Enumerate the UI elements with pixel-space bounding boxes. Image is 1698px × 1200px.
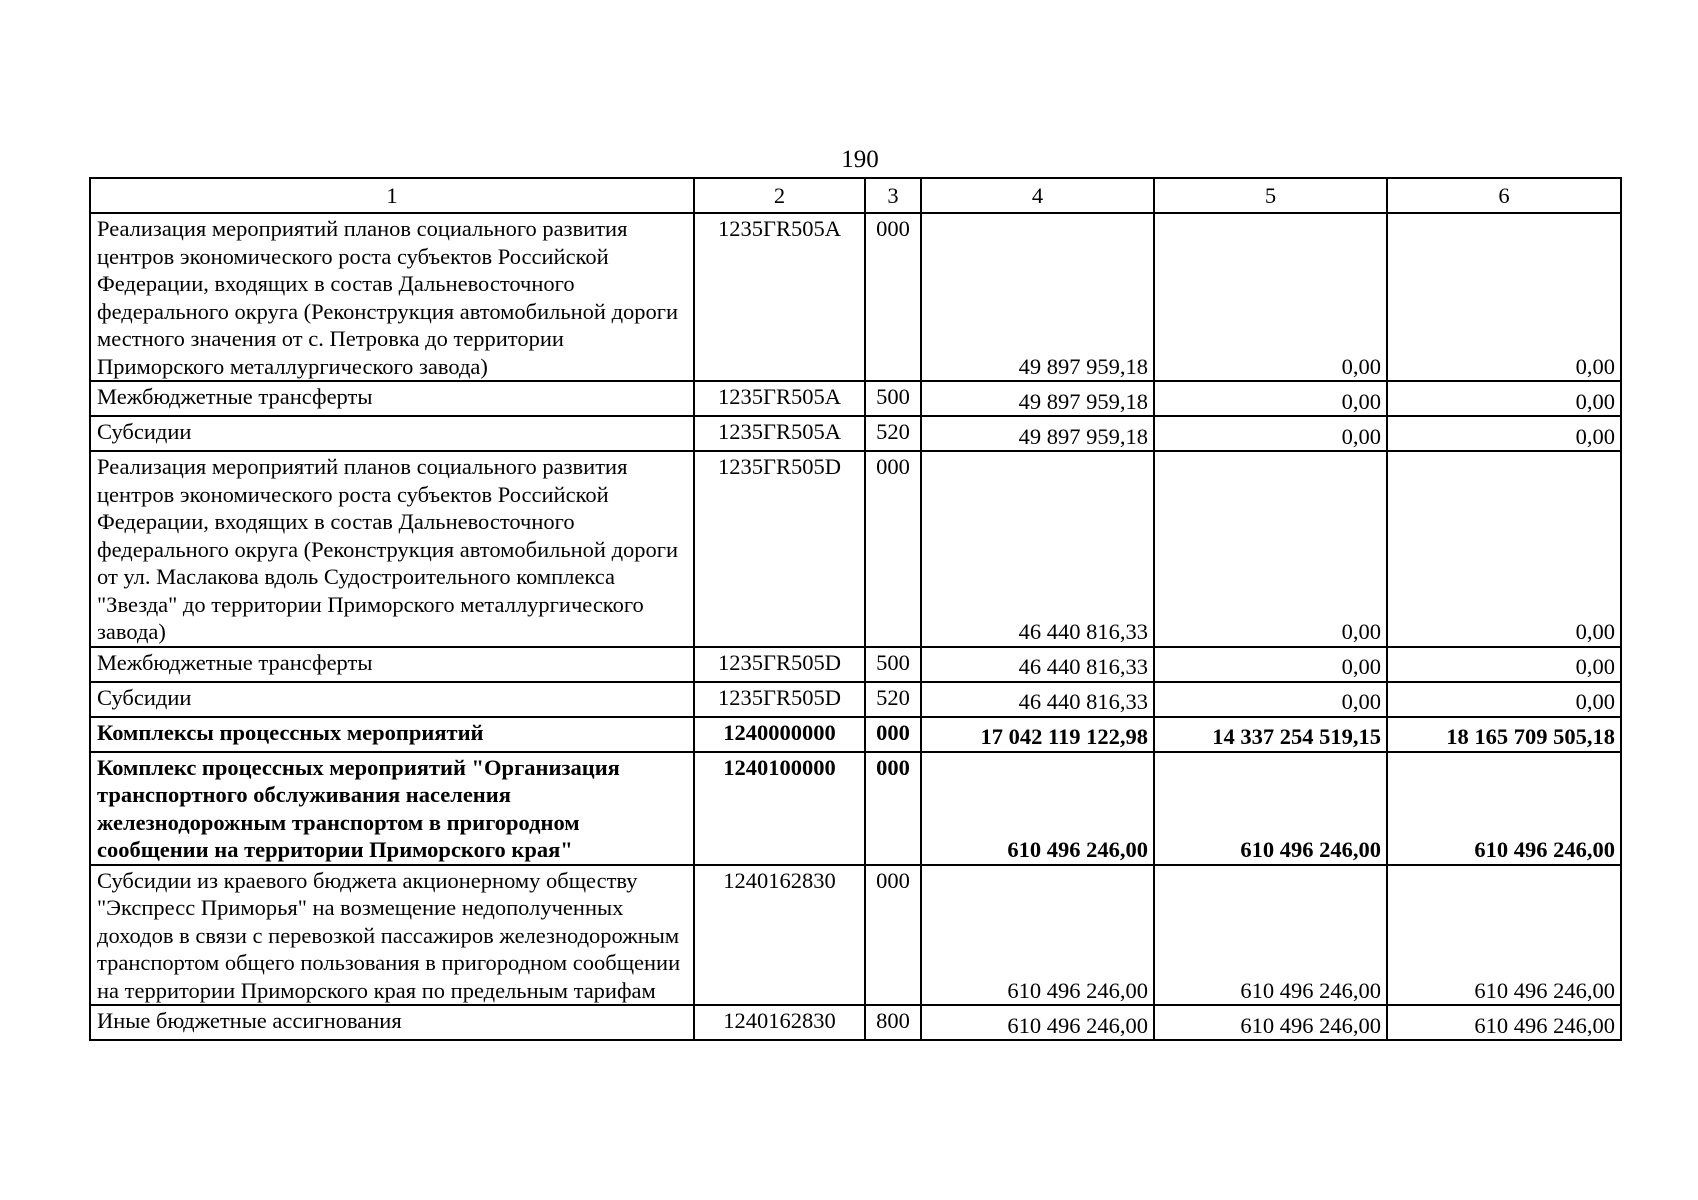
row-expense-type: 000 — [865, 717, 921, 752]
row-amount-col6: 610 496 246,00 — [1387, 1005, 1621, 1040]
row-expense-type: 520 — [865, 682, 921, 717]
row-amount-col6: 0,00 — [1387, 213, 1621, 381]
column-header: 6 — [1387, 178, 1621, 213]
row-amount-col4: 46 440 816,33 — [921, 682, 1154, 717]
row-code: 1235ГR505D — [694, 451, 865, 647]
column-header: 1 — [90, 178, 694, 213]
table-row — [90, 865, 1621, 1006]
row-name: Субсидии из краевого бюджета акционерному обществу "Экспресс Приморья" на возмещение недополученных доходов в связи с перевозкой пассажиров железнодорожным транспортом общего пользования в пригородном сообщении на территории Приморского края по предельным тарифам — [90, 865, 694, 1006]
row-name: Комплексы процессных мероприятий — [90, 717, 694, 752]
row-amount-col4: 610 496 246,00 — [921, 752, 1154, 865]
row-amount-col5: 610 496 246,00 — [1154, 865, 1387, 1006]
row-expense-type: 000 — [865, 752, 921, 865]
column-header: 5 — [1154, 178, 1387, 213]
table-row — [90, 682, 1621, 717]
row-name: Иные бюджетные ассигнования — [90, 1005, 694, 1040]
row-amount-col6: 0,00 — [1387, 647, 1621, 682]
table-row — [90, 213, 1621, 381]
table-row — [90, 451, 1621, 647]
table-row — [90, 717, 1621, 752]
column-header: 3 — [865, 178, 921, 213]
row-amount-col5: 0,00 — [1154, 416, 1387, 451]
row-name: Комплекс процессных мероприятий "Организация транспортного обслуживания населения железнодорожным транспортом в пригородном сообщении на территории Приморского края" — [90, 752, 694, 865]
row-amount-col4: 46 440 816,33 — [921, 451, 1154, 647]
row-expense-type: 000 — [865, 451, 921, 647]
row-amount-col4: 610 496 246,00 — [921, 865, 1154, 1006]
row-amount-col5: 0,00 — [1154, 647, 1387, 682]
row-name: Субсидии — [90, 682, 694, 717]
row-code: 1240100000 — [694, 752, 865, 865]
row-amount-col6: 0,00 — [1387, 381, 1621, 416]
row-name: Межбюджетные трансферты — [90, 647, 694, 682]
row-code: 1235ГR505D — [694, 647, 865, 682]
row-amount-col5: 14 337 254 519,15 — [1154, 717, 1387, 752]
row-amount-col4: 46 440 816,33 — [921, 647, 1154, 682]
table-body — [90, 213, 1621, 1040]
row-amount-col5: 610 496 246,00 — [1154, 1005, 1387, 1040]
row-amount-col5: 0,00 — [1154, 451, 1387, 647]
column-header: 4 — [921, 178, 1154, 213]
row-expense-type: 000 — [865, 213, 921, 381]
row-code: 1235ГR505D — [694, 682, 865, 717]
row-amount-col5: 610 496 246,00 — [1154, 752, 1387, 865]
row-amount-col6: 18 165 709 505,18 — [1387, 717, 1621, 752]
row-name: Реализация мероприятий планов социального развития центров экономического роста субъектов Российской Федерации, входящих в состав Дальневосточного федерального округа (Реконструкция автомобильной дороги от ул. Маслакова вдоль Судостроительного комплекса "Звезда" до территории Приморского металлургического завода) — [90, 451, 694, 647]
row-amount-col6: 610 496 246,00 — [1387, 752, 1621, 865]
row-amount-col6: 610 496 246,00 — [1387, 865, 1621, 1006]
row-code: 1240162830 — [694, 865, 865, 1006]
row-amount-col4: 49 897 959,18 — [921, 416, 1154, 451]
row-name: Реализация мероприятий планов социального развития центров экономического роста субъектов Российской Федерации, входящих в состав Дальневосточного федерального округа (Реконструкция автомобильной дороги местного значения от с. Петровка до территории Приморского металлургического завода) — [90, 213, 694, 381]
row-amount-col5: 0,00 — [1154, 381, 1387, 416]
row-code: 1235ГR505А — [694, 381, 865, 416]
row-name: Субсидии — [90, 416, 694, 451]
row-expense-type: 800 — [865, 1005, 921, 1040]
row-expense-type: 520 — [865, 416, 921, 451]
row-amount-col6: 0,00 — [1387, 451, 1621, 647]
table-row — [90, 1005, 1621, 1040]
row-amount-col4: 17 042 119 122,98 — [921, 717, 1154, 752]
row-amount-col5: 0,00 — [1154, 682, 1387, 717]
row-code: 1235ГR505А — [694, 416, 865, 451]
row-amount-col6: 0,00 — [1387, 682, 1621, 717]
table-row — [90, 752, 1621, 865]
row-amount-col4: 49 897 959,18 — [921, 381, 1154, 416]
row-amount-col5: 0,00 — [1154, 213, 1387, 381]
row-amount-col4: 610 496 246,00 — [921, 1005, 1154, 1040]
table-row — [90, 647, 1621, 682]
row-code: 1235ГR505А — [694, 213, 865, 381]
table-row — [90, 381, 1621, 416]
row-amount-col4: 49 897 959,18 — [921, 213, 1154, 381]
budget-table — [89, 177, 1622, 1041]
table-row — [90, 416, 1621, 451]
row-code: 1240000000 — [694, 717, 865, 752]
row-expense-type: 500 — [865, 381, 921, 416]
page-number: 190 — [841, 146, 879, 173]
row-amount-col6: 0,00 — [1387, 416, 1621, 451]
row-expense-type: 000 — [865, 865, 921, 1006]
column-header: 2 — [694, 178, 865, 213]
row-expense-type: 500 — [865, 647, 921, 682]
row-name: Межбюджетные трансферты — [90, 381, 694, 416]
row-code: 1240162830 — [694, 1005, 865, 1040]
table-header-row — [90, 178, 1621, 213]
